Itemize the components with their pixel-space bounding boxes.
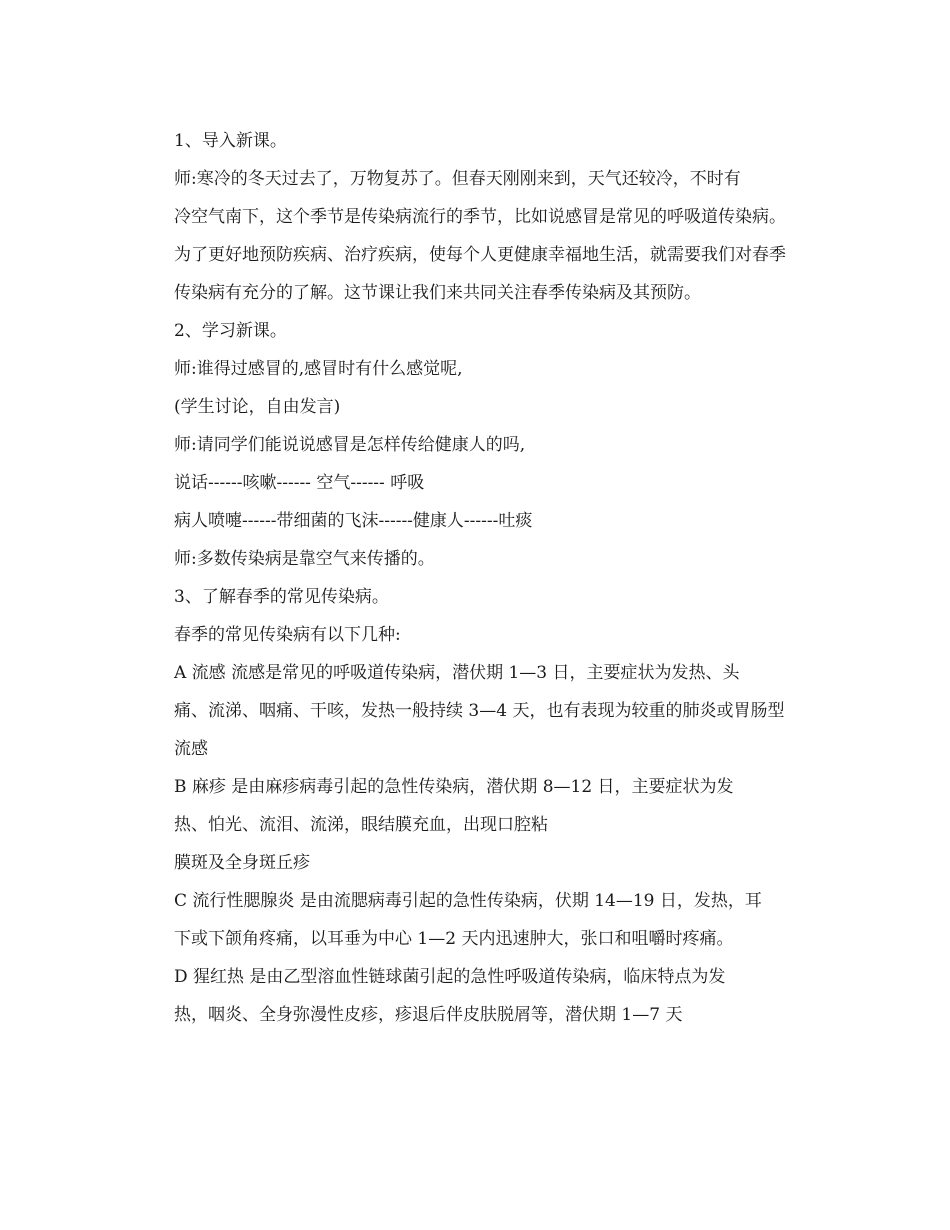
text-line: 热、怕光、流泪、流涕，眼结膜充血，出现口腔粘 <box>174 815 548 835</box>
paragraph-p8 <box>140 502 810 540</box>
text-line: 流感 <box>174 739 208 759</box>
paragraph-p14 <box>140 844 810 882</box>
text-line: 下或下颌角疼痛，以耳垂为中心 1—2 天内迅速肿大，张口和咀嚼时疼痛。 <box>174 929 734 949</box>
paragraph-p5 <box>140 388 810 426</box>
text-line: B 麻疹 是由麻疹病毒引起的急性传染病，潜伏期 8—12 日，主要症状为发 <box>174 777 734 797</box>
text-line: 师:寒冷的冬天过去了，万物复苏了。但春天刚刚来到，天气还较冷，不时有 <box>174 169 741 189</box>
paragraph-p11 <box>140 616 810 654</box>
text-line: D 猩红热 是由乙型溶血性链球菌引起的急性呼吸道传染病，临床特点为发 <box>174 967 726 987</box>
text-line: 病人喷嚏------带细菌的飞沫------健康人------吐痰 <box>174 511 533 531</box>
text-line: 传染病有充分的了解。这节课让我们来共同关注春季传染病及其预防。 <box>174 283 701 303</box>
paragraph-p6 <box>140 426 810 464</box>
text-line: 热，咽炎、全身弥漫性皮疹，疹退后伴皮肤脱屑等，潜伏期 1—7 天 <box>174 1005 683 1025</box>
paragraph-p1 <box>140 122 810 160</box>
text-line: 冷空气南下，这个季节是传染病流行的季节，比如说感冒是常见的呼吸道传染病。 <box>174 207 786 227</box>
text-line: 为了更好地预防疾病、治疗疾病，使每个人更健康幸福地生活，就需要我们对春季 <box>174 245 786 265</box>
text-line: 说话------咳嗽------ 空气------ 呼吸 <box>174 473 425 493</box>
paragraph-p3 <box>140 312 810 350</box>
paragraph-p9 <box>140 540 810 578</box>
text-line: 膜斑及全身斑丘疹 <box>174 853 310 873</box>
text-line: 3、了解春季的常见传染病。 <box>174 587 389 607</box>
paragraph-p16 <box>140 958 810 1034</box>
text-line: 1、导入新课。 <box>174 131 287 151</box>
text-line: 2、学习新课。 <box>174 321 287 341</box>
paragraph-p13 <box>140 768 810 844</box>
paragraph-p7 <box>140 464 810 502</box>
text-line: (学生讨论，自由发言) <box>174 397 341 417</box>
text-line: 师:多数传染病是靠空气来传播的。 <box>174 549 435 569</box>
document-body <box>140 122 810 1034</box>
paragraph-p2 <box>140 160 810 312</box>
text-line: C 流行性腮腺炎 是由流腮病毒引起的急性传染病，伏期 14—19 日，发热，耳 <box>174 891 762 911</box>
text-line: A 流感 流感是常见的呼吸道传染病，潜伏期 1—3 日，主要症状为发热、头 <box>174 663 740 683</box>
text-line: 师:请同学们能说说感冒是怎样传给健康人的吗, <box>174 435 526 455</box>
text-line: 师:谁得过感冒的,感冒时有什么感觉呢, <box>174 359 463 379</box>
paragraph-p12 <box>140 654 810 768</box>
paragraph-p15 <box>140 882 810 958</box>
text-line: 春季的常见传染病有以下几种: <box>174 625 401 645</box>
paragraph-p10 <box>140 578 810 616</box>
text-line: 痛、流涕、咽痛、干咳，发热一般持续 3—4 天，也有表现为较重的肺炎或胃肠型 <box>174 701 785 721</box>
paragraph-p4 <box>140 350 810 388</box>
